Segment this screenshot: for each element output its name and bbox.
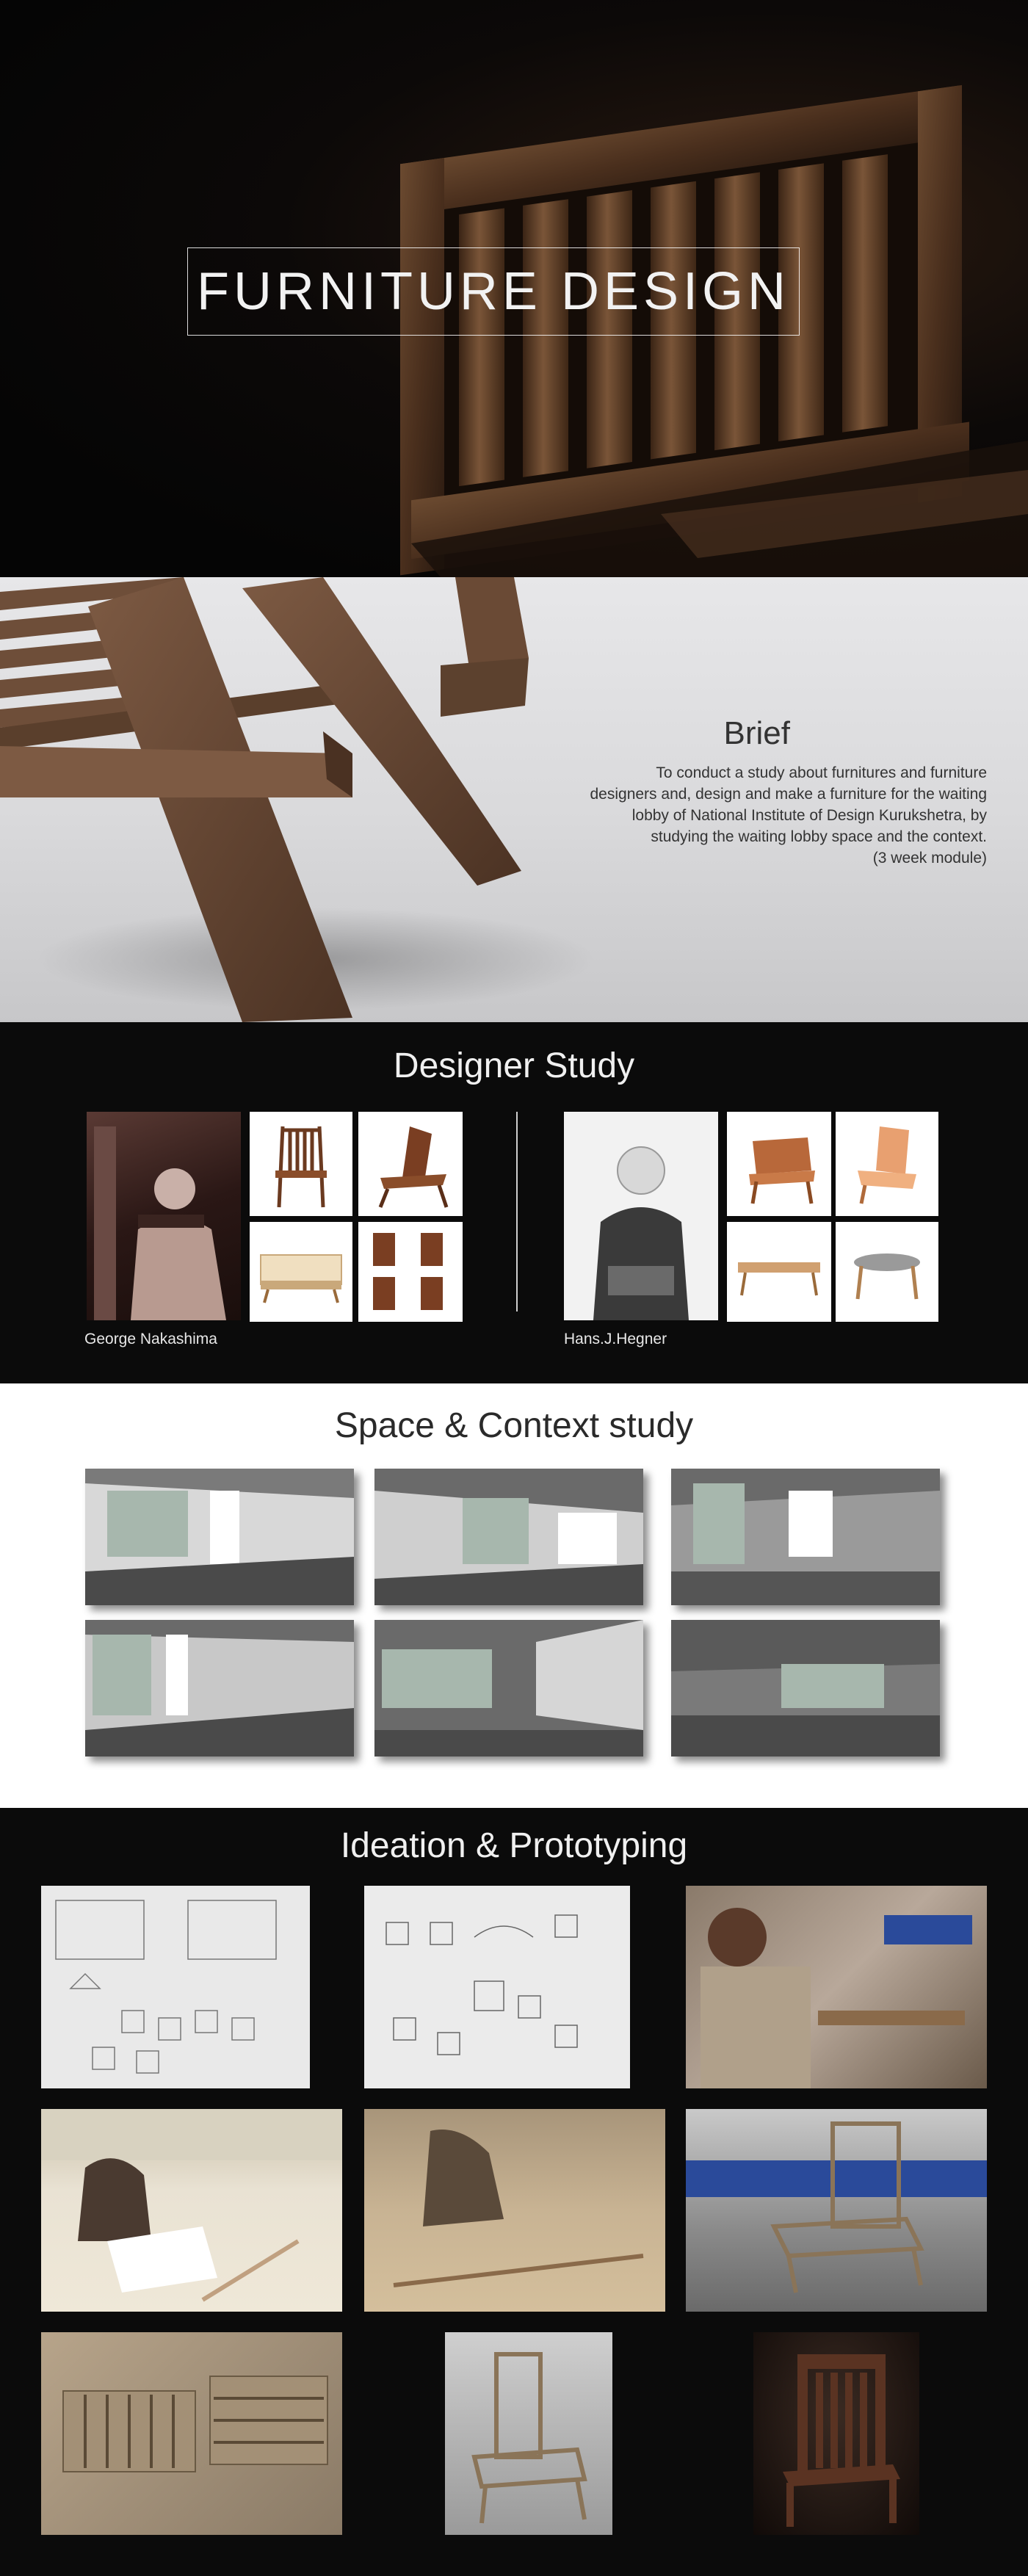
section-divider — [516, 1112, 518, 1311]
chair-tile — [250, 1112, 352, 1216]
designer-name-hegner: Hans.J.Hegner — [564, 1331, 667, 1347]
hero-title: FURNITURE DESIGN — [196, 262, 791, 321]
workshop-photo — [41, 2109, 342, 2312]
bench-tile — [250, 1222, 352, 1322]
brief-section — [0, 577, 1028, 1022]
stool-tile — [836, 1222, 938, 1322]
space-render — [85, 1620, 354, 1756]
workshop-photo — [686, 1886, 987, 2088]
space-render — [671, 1469, 940, 1605]
chair-tile — [358, 1112, 463, 1216]
prototype-photo — [41, 2332, 342, 2535]
sketch-photo — [41, 1886, 310, 2088]
designer-study-section — [0, 1022, 1028, 1383]
chair-tile — [836, 1112, 938, 1216]
space-render — [374, 1620, 643, 1756]
workshop-photo — [364, 2109, 665, 2312]
brief-description — [458, 762, 987, 869]
space-context-section — [0, 1383, 1028, 1808]
designer-study-title: Designer Study — [393, 1046, 635, 1085]
space-render — [671, 1620, 940, 1756]
brief-line: studying the waiting lobby space and the context. — [651, 828, 987, 845]
designer-name-nakashima: George Nakashima — [84, 1331, 217, 1347]
space-render — [85, 1469, 354, 1605]
brief-line: designers and, design and make a furniture for the waiting — [590, 786, 987, 803]
chair-tile — [727, 1112, 831, 1216]
hero-title-frame — [187, 247, 800, 336]
brief-line: To conduct a study about furnitures and furniture — [656, 764, 987, 781]
brief-line: lobby of National Institute of Design Kurukshetra, by — [631, 807, 987, 824]
space-context-title: Space & Context study — [334, 1406, 694, 1445]
brief-line: (3 week module) — [872, 850, 987, 866]
brief-title: Brief — [723, 715, 790, 751]
chairs-collage-tile — [358, 1222, 463, 1322]
ideation-section — [0, 1808, 1028, 2576]
final-chair-photo — [753, 2332, 919, 2535]
bench-tile — [727, 1222, 831, 1322]
prototype-photo — [686, 2109, 987, 2312]
prototype-photo — [445, 2332, 612, 2535]
sketch-photo — [364, 1886, 630, 2088]
designer-portrait-hegner — [564, 1112, 718, 1320]
ideation-title: Ideation & Prototyping — [340, 1826, 688, 1865]
hero-section — [0, 0, 1028, 577]
designer-portrait-nakashima — [87, 1112, 241, 1320]
space-render — [374, 1469, 643, 1605]
